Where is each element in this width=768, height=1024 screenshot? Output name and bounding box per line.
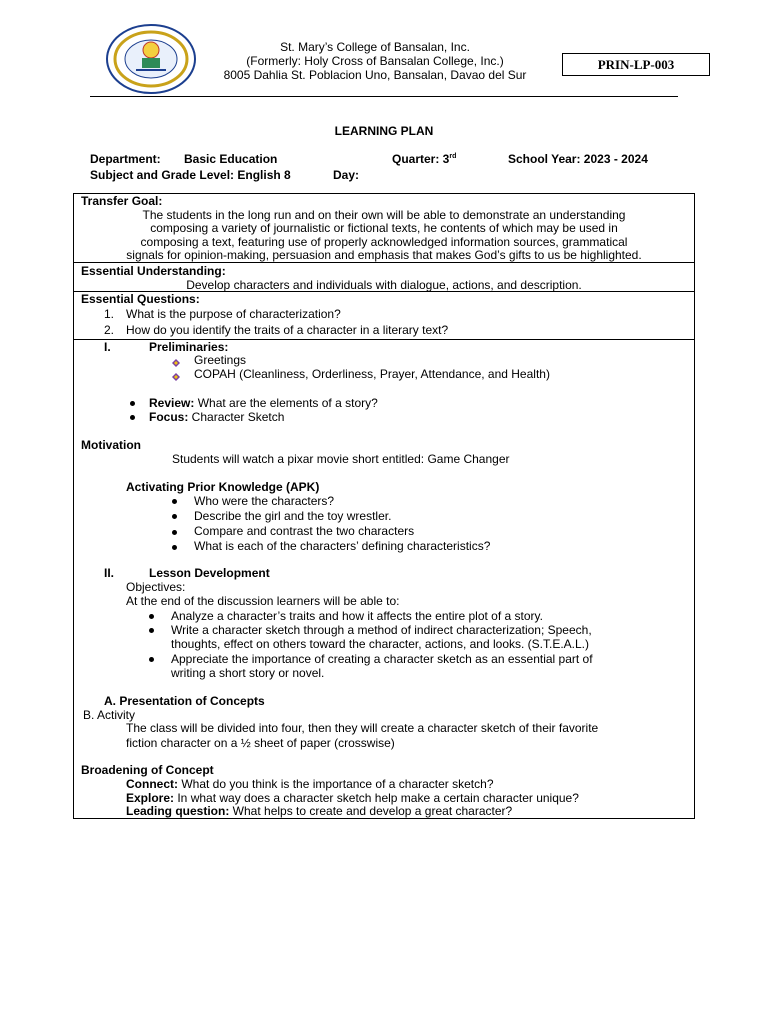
broadening-heading: Broadening of Concept (81, 763, 214, 777)
school-former-name: (Formerly: Holy Cross of Bansalan College, Inc.) (246, 54, 504, 68)
motivation-heading: Motivation (81, 438, 141, 452)
transfer-goal-line: The students in the long run and on their own will be able to demonstrate an understanding (142, 208, 626, 222)
bullet-icon (172, 514, 177, 519)
objective-item-continued: thoughts, effect on others toward the character, actions, and looks. (S.T.E.A.L.) (171, 637, 590, 651)
focus-line: Focus: Character Sketch (149, 410, 285, 424)
question-number: 1. (104, 307, 115, 321)
activity-heading: B. Activity (83, 708, 136, 722)
apk-item: What is each of the characters’ defining characteristics? (194, 539, 491, 553)
apk-item: Who were the characters? (194, 494, 335, 508)
objective-item: Analyze a character’s traits and how it affects the entire plot of a story. (171, 609, 543, 623)
school-name: St. Mary’s College of Bansalan, Inc. (280, 40, 470, 54)
activity-text: The class will be divided into four, then they will create a character sketch of their favorite (126, 721, 599, 735)
preliminaries-heading: Preliminaries: (149, 340, 229, 354)
diamond-bullet-icon (172, 369, 180, 383)
objectives-label: Objectives: (126, 580, 186, 594)
objective-item-continued: writing a short story or novel. (171, 666, 325, 680)
essential-understanding-heading: Essential Understanding: (81, 264, 226, 278)
objective-item: Write a character sketch through a method of indirect characterization; Speech, (171, 623, 592, 637)
bullet-icon (149, 657, 154, 662)
question-text: What is the purpose of characterization? (126, 307, 341, 321)
document-code: PRIN-LP-003 (562, 53, 710, 76)
section-number: I. (104, 340, 111, 354)
bullet-icon (130, 415, 135, 420)
transfer-goal-line: composing a variety of journalistic or fictional texts, he contents of which may be used in (150, 221, 618, 235)
transfer-goal-heading: Transfer Goal: (81, 194, 163, 208)
header-divider (90, 96, 678, 97)
question-text: How do you identify the traits of a character in a literary text? (126, 323, 449, 337)
department-label: Department: (90, 152, 161, 166)
objective-item: Appreciate the importance of creating a character sketch as an essential part of (171, 652, 593, 666)
bullet-icon (130, 401, 135, 406)
apk-item: Describe the girl and the toy wrestler. (194, 509, 392, 523)
question-number: 2. (104, 323, 115, 337)
preliminaries-item: COPAH (Cleanliness, Orderliness, Prayer, Attendance, and Health) (194, 367, 550, 381)
quarter-field: Quarter: 3rd (392, 152, 457, 166)
review-line: Review: What are the elements of a story? (149, 396, 378, 410)
school-seal-logo (106, 24, 196, 94)
motivation-text: Students will watch a pixar movie short entitled: Game Changer (172, 452, 510, 466)
bullet-icon (172, 530, 177, 535)
activity-text: fiction character on a ½ sheet of paper (crosswise) (126, 736, 395, 750)
subject-grade-field: Subject and Grade Level: English 8 (90, 168, 291, 182)
apk-item: Compare and contrast the two characters (194, 524, 415, 538)
diamond-bullet-icon (172, 355, 180, 369)
presentation-of-concepts-heading: A. Presentation of Concepts (104, 694, 265, 708)
essential-understanding-text: Develop characters and individuals with dialogue, actions, and description. (186, 278, 582, 292)
transfer-goal-line: composing a text, featuring use of properly acknowledged information sources, grammatical (140, 235, 628, 249)
objectives-intro: At the end of the discussion learners will be able to: (126, 594, 400, 608)
leading-question-line: Leading question: What helps to create and develop a great character? (126, 804, 513, 818)
bullet-icon (172, 545, 177, 550)
transfer-goal-line: signals for opinion-making, persuasion and emphasis that makes God’s gifts to us be highlighted. (126, 248, 642, 262)
connect-line: Connect: What do you think is the importance of a character sketch? (126, 777, 494, 791)
bullet-icon (149, 628, 154, 633)
day-field: Day: (333, 168, 360, 182)
department-value: Basic Education (184, 152, 278, 166)
lesson-development-heading: Lesson Development (149, 566, 270, 580)
page-title: LEARNING PLAN (334, 124, 434, 138)
explore-line: Explore: In what way does a character sketch help make a certain character unique? (126, 791, 579, 805)
essential-questions-heading: Essential Questions: (81, 292, 200, 306)
bullet-icon (149, 614, 154, 619)
section-number: II. (104, 566, 115, 580)
school-address: 8005 Dahlia St. Poblacion Uno, Bansalan, Davao del Sur (223, 68, 527, 82)
apk-heading: Activating Prior Knowledge (APK) (126, 480, 320, 494)
school-year-field: School Year: 2023 - 2024 (508, 152, 648, 166)
preliminaries-item: Greetings (194, 353, 247, 367)
bullet-icon (172, 499, 177, 504)
